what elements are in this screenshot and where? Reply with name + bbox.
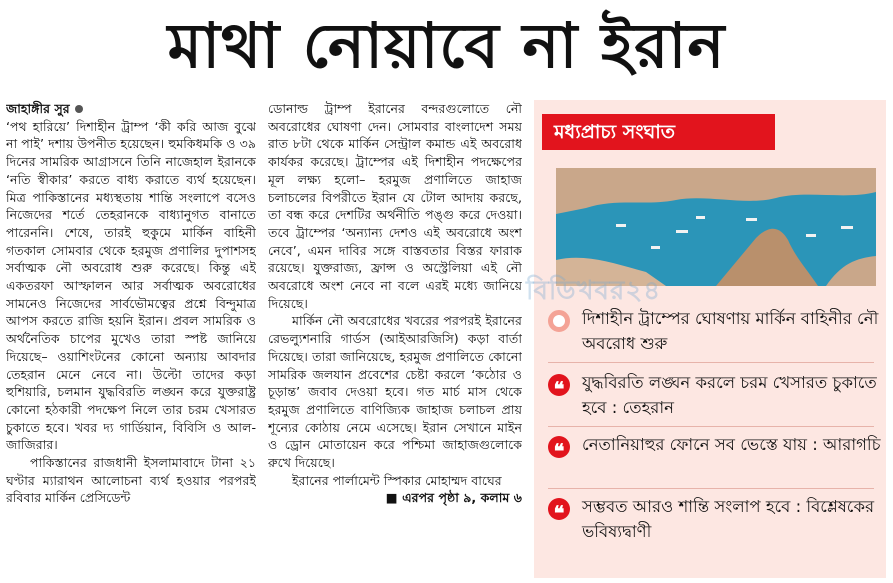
ship bbox=[806, 234, 816, 237]
sidebar-point-text: নেতানিয়াহুর ফোনে সব ভেস্তে যায় : আরাগচি bbox=[582, 435, 881, 454]
strait-photo bbox=[556, 168, 876, 286]
sidebar-point-text: দিশাহীন ট্রাম্পের ঘোষণায় মার্কিন বাহিনীর নৌ অবরোধ শুরু bbox=[582, 309, 879, 353]
article-paragraph: ইরানের পার্লামেন্ট স্পিকার মোহাম্মদ বাঘের bbox=[292, 472, 502, 488]
ship bbox=[651, 246, 660, 249]
divider bbox=[548, 488, 874, 489]
sidebar-panel bbox=[526, 100, 886, 578]
sidebar-point bbox=[548, 306, 884, 356]
headline: মাথা নোয়াবে না ইরান bbox=[167, 9, 726, 82]
continued-note: ■ এরপর পৃষ্ঠা ৯, কলাম ৬ bbox=[385, 490, 522, 506]
byline bbox=[6, 100, 256, 118]
article-column-2 bbox=[268, 100, 522, 578]
divider bbox=[548, 426, 874, 427]
byline-dot-icon bbox=[75, 105, 83, 113]
ship bbox=[616, 224, 626, 227]
section-tag: মধ্যপ্রাচ্য সংঘাত bbox=[542, 114, 775, 150]
ship bbox=[696, 216, 705, 219]
sidebar-point-text: সম্ভবত আরও শান্তি সংলাপ হবে : বিশ্লেষকের ভবিষ্যদ্বাণী bbox=[582, 497, 875, 541]
ship bbox=[841, 226, 853, 229]
byline-name: জাহাঙ্গীর সুর bbox=[6, 101, 70, 116]
quote-icon: ❝ bbox=[548, 374, 570, 396]
sidebar-point bbox=[548, 494, 884, 544]
strait-illustration bbox=[556, 168, 876, 286]
sidebar-point bbox=[548, 432, 884, 458]
quote-icon: ❝ bbox=[548, 498, 570, 520]
ring-bullet-icon bbox=[548, 310, 570, 332]
divider bbox=[548, 362, 874, 363]
ship bbox=[746, 218, 757, 221]
article-paragraph: ডোনাল্ড ট্রাম্প ইরানের বন্দরগুলোতে নৌ অবরোধের ঘোষণা দেন। সোমবার বাংলাদেশ সময় রাত ৮টা থেকে মার্কিন সেন্ট্রাল কমান্ড এই অবরোধ কার্যকর করেছে। ট্রাম্পের এই দিশাহীন পদক্ষেপের মূল লক্ষ্য হলো– হরমুজ প্রণালিতে জাহাজ চলাচলের বিপরীতে ইরান যে টোল আদায় করছে, তা বন্ধ করে দেশটির অর্থনীতি পঙ্গু করে দেওয়া। তবে ট্রাম্পের ‘অন্যান্য দেশও এই অবরোধে অংশ নেবে’, এমন দাবির সঙ্গে বাস্তবতার বিস্তর ফারাক রয়েছে। যুক্তরাজ্য, ফ্রান্স ও অস্ট্রেলিয়া এই নৌ অবরোধে অংশ নেবে না বলে এরই মধ্যে জানিয়ে দিয়েছে। bbox=[268, 101, 522, 311]
article-paragraph: পাকিস্তানের রাজধানী ইসলামাবাদে টানা ২১ ঘণ্টার ম্যারাথন আলোচনা ব্যর্থ হওয়ার পরপরই রবিবার মার্কিন প্রেসিডেন্ট bbox=[6, 455, 256, 506]
article-column-1 bbox=[6, 100, 256, 578]
sidebar-point-text: যুদ্ধবিরতি লঙ্ঘন করলে চরম খেসারত চুকাতে হবে : তেহরান bbox=[582, 373, 877, 417]
quote-icon: ❝ bbox=[548, 436, 570, 458]
article-paragraph: ‘পথ হারিয়ে’ দিশাহীন ট্রাম্প ‘কী করি আজ বুঝে না পাই’ দশায় উপনীত হয়েছেন। হুমকিধমকি ও ৩৯ দিনের সামরিক আগ্রাসনে তিনি নাজেহাল ইরানকে ‘নতি স্বীকার’ করতে বাধ্য করাতে ব্যর্থ হয়েছেন। মিত্র পাকিস্তানের মধ্যস্থতায় শান্তি সংলাপে বসেও নিজেদের শর্তে তেহরানকে বাধ্যানুগত বানাতে পারেননি। শেষে, তারই হুকুমে মার্কিন বাহিনী গতকাল সোমবার থেকে হরমুজ প্রণালির দুপাশসহ সর্বাত্মক নৌ অবরোধ শুরু করেছে। কিন্তু এই একতরফা আস্ফালন আর সর্বাত্মক অবরোধের সামনেও নিজেদের সার্বভৌমত্বের প্রশ্নে বিন্দুমাত্র আপস করতে রাজি হয়নি ইরান। প্রবল সামরিক ও অর্থনৈতিক চাপের মুখেও তারা স্পষ্ট জানিয়ে দিয়েছে– ওয়াশিংটনের কোনো অন্যায় আবদার তেহরান মেনে নেবে না। উল্টো তাদের কড়া হুশিয়ারি, চলমান যুদ্ধবিরতি লঙ্ঘন করে যুক্তরাষ্ট্র কোনো হঠকারী পদক্ষেপ নিলে তার চরম খেসারত চুকাতে হবে। খবর দ্য গার্ডিয়ান, বিবিসি ও আল-জাজিরার। bbox=[6, 118, 256, 453]
watermark: বিডিখবর২৪ bbox=[526, 276, 662, 306]
ship bbox=[676, 230, 688, 233]
sidebar-point bbox=[548, 370, 884, 420]
article-paragraph: মার্কিন নৌ অবরোধের খবরের পরপরই ইরানের রেভল্যুশনারি গার্ডস (আইআরজিসি) কড়া বার্তা দিয়েছে। তারা জানিয়েছে, হরমুজ প্রণালিতে কোনো সামরিক জলযান প্রবেশের চেষ্টা করলে ‘কঠোর ও চূড়ান্ত’ জবাব দেওয়া হবে। গত মার্চ মাস থেকে হরমুজ প্রণালিতে বাণিজ্যিক জাহাজ চলাচল প্রায় শূন্যের কোঠায় নেমে এসেছে। ইরান সেখানে মাইন ও ড্রোন মোতায়েন করে পশ্চিমা জাহাজগুলোকে রুখে দিয়েছে। bbox=[268, 313, 522, 471]
